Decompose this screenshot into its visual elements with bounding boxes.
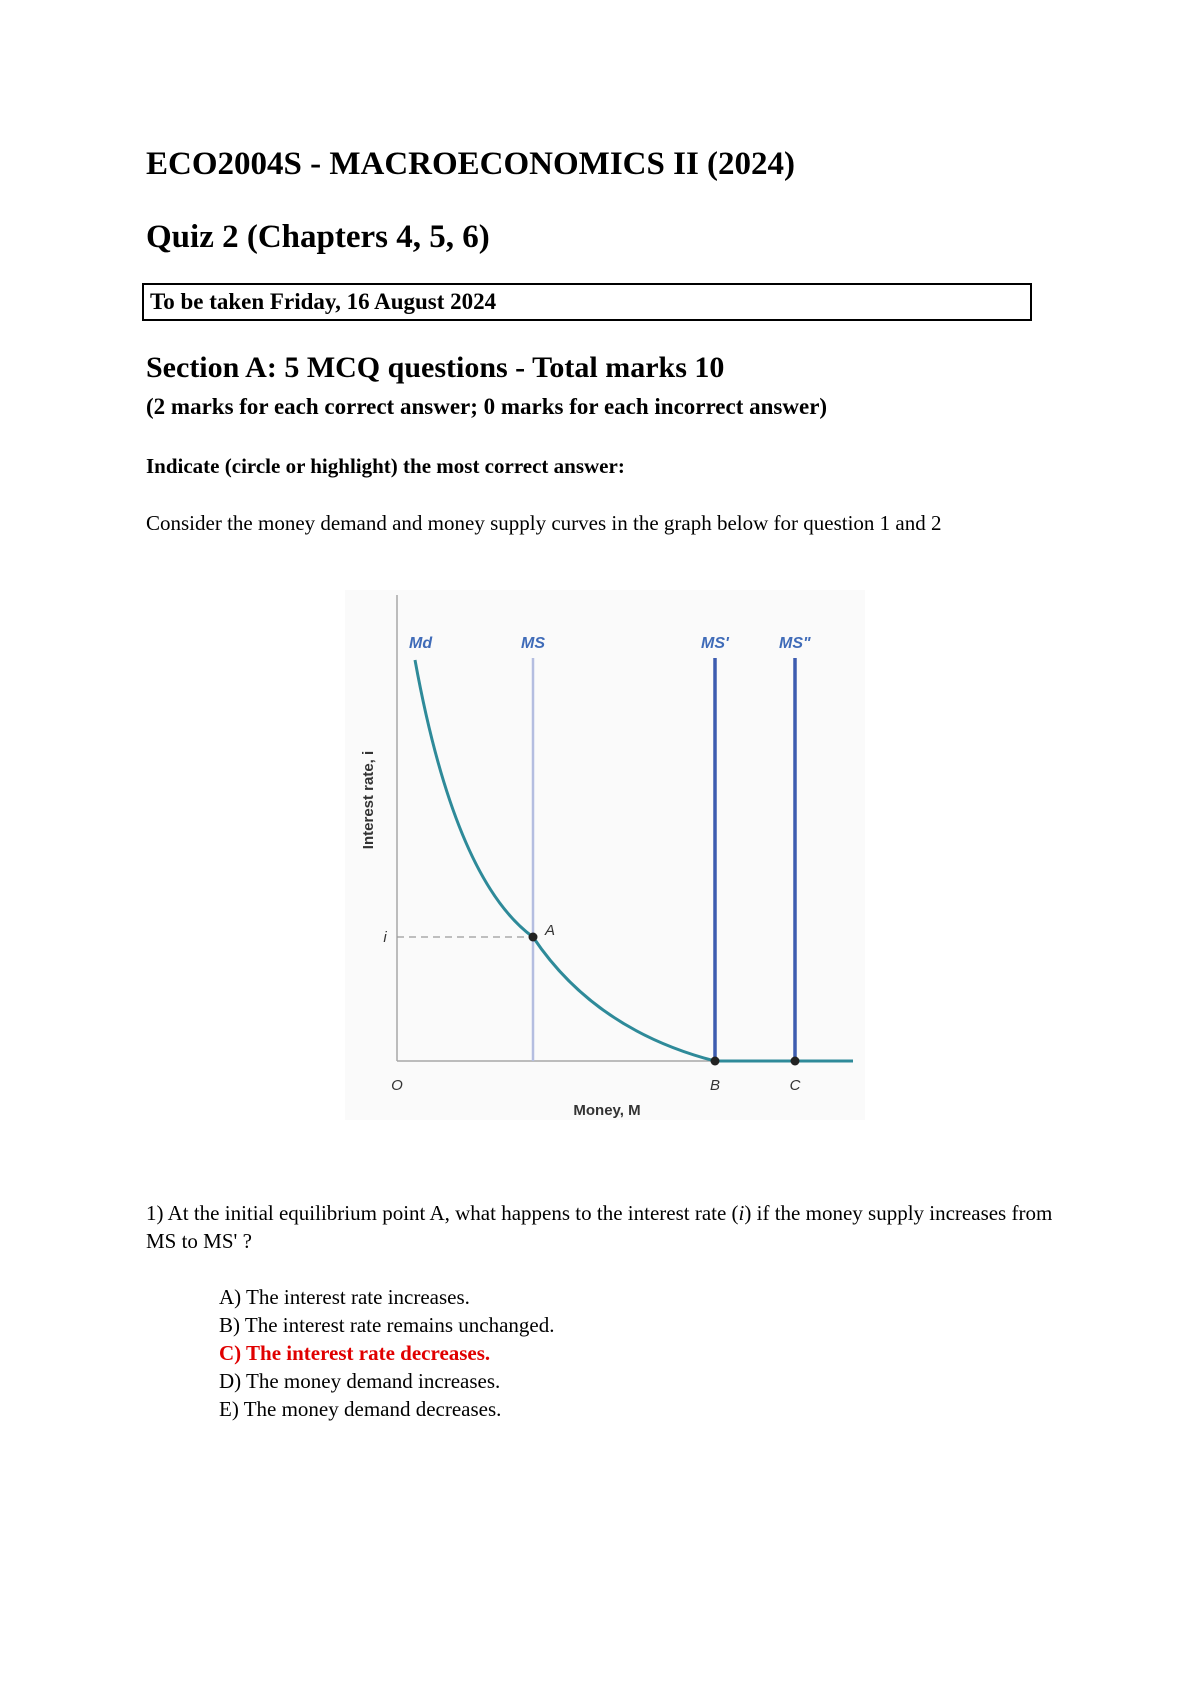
section-title: Section A: 5 MCQ questions - Total marks 10 — [146, 351, 725, 384]
x-axis-label: Money, M — [573, 1102, 641, 1119]
point-a-dot — [529, 933, 538, 942]
question-1-prompt — [146, 1199, 1066, 1255]
q1-prompt-post: ) if the money supply increases from MS to MS' ? — [146, 1201, 1053, 1253]
date-notice-box — [142, 283, 1032, 321]
q1-prompt-var: i — [738, 1201, 745, 1225]
origin-label: O — [391, 1077, 403, 1094]
graph-intro: Consider the money demand and money supply curves in the graph below for question 1 and 2 — [146, 511, 942, 535]
point-c-label: C — [789, 1077, 801, 1094]
point-b-dot — [711, 1057, 720, 1066]
ms-label: MS — [521, 635, 545, 652]
ms2-label: MS" — [779, 635, 811, 652]
quiz-title: Quiz 2 (Chapters 4, 5, 6) — [146, 219, 490, 255]
question-1-options — [219, 1283, 555, 1423]
point-a-label: A — [545, 922, 556, 939]
i-tick-label: i — [383, 929, 387, 946]
y-axis-label: Interest rate, i — [360, 750, 377, 850]
point-c-dot — [791, 1057, 800, 1066]
instruction: Indicate (circle or highlight) the most correct answer: — [146, 454, 625, 478]
section-subtitle: (2 marks for each correct answer; 0 marks for each incorrect answer) — [146, 394, 828, 419]
option-e[interactable]: E) The money demand decreases. — [219, 1397, 502, 1421]
date-notice-text: To be taken Friday, 16 August 2024 — [150, 289, 497, 314]
ms1-label: MS' — [701, 635, 729, 652]
point-b-label: B — [709, 1077, 721, 1094]
money-market-graph — [345, 590, 865, 1120]
q1-prompt-pre: 1) At the initial equilibrium point A, what happens to the interest rate ( — [146, 1201, 739, 1225]
md-label: Md — [409, 635, 433, 652]
course-title: ECO2004S - MACROECONOMICS II (2024) — [146, 146, 796, 182]
option-a[interactable]: A) The interest rate increases. — [219, 1285, 470, 1309]
option-c-highlighted[interactable]: C) The interest rate decreases. — [219, 1341, 491, 1365]
option-b[interactable]: B) The interest rate remains unchanged. — [219, 1313, 555, 1337]
option-d[interactable]: D) The money demand increases. — [219, 1369, 501, 1393]
